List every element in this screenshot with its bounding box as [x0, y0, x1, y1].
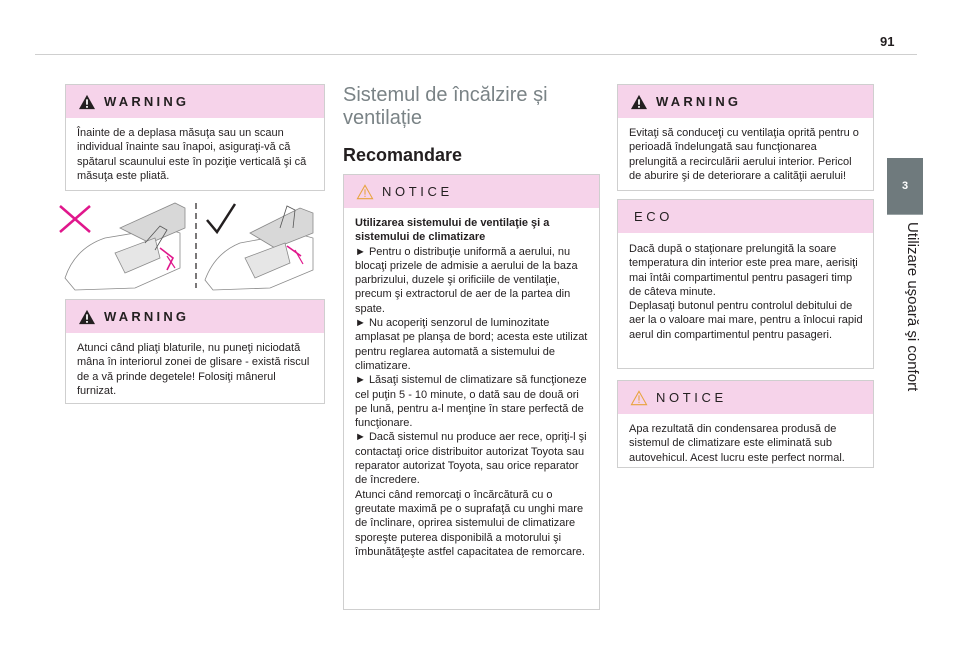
warning-label: WARNING [656, 94, 742, 109]
warning-box-ventilation [617, 84, 874, 191]
eco-header [618, 200, 873, 233]
warning-triangle-icon [78, 94, 96, 110]
warning-header [618, 85, 873, 118]
notice-intro: Utilizarea sistemului de ventilaţie şi a sistemului de climatizare [355, 217, 550, 244]
table-folding-illustration [55, 198, 320, 292]
correct-check-icon [207, 204, 235, 232]
eco-box [617, 199, 874, 369]
warning-box-table-move [65, 84, 325, 191]
notice-text [344, 208, 599, 567]
incorrect-cross-icon [60, 206, 90, 232]
notice-item: ► Dacă sistemul nu produce aer rece, opriţi-l şi contactaţi orice distribuitor autorizat Toyota sau reparator autorizat Toyota, sau orice reparator de încredere. [355, 431, 587, 487]
page-number: 91 [880, 34, 895, 49]
warning-text: Înainte de a deplasa măsuţa sau un scaun individual înainte sau înapoi, asiguraţi-vă că spătarul scaunului este în poziţie verticală şi că măsuţa este pliată. [77, 127, 307, 182]
warning-text: Evitaţi să conduceţi cu ventilaţia oprită pentru o perioadă îndelungată sau funcţionarea prelungită a recirculării aerului interior. Pericol de aburire şi de deteriorare a calităţii aerului! [629, 127, 859, 182]
warning-box-table-fold [65, 299, 325, 404]
warning-text: Atunci când pliaţi blaturile, nu puneţi niciodată mâna în interiorul zonei de glisare - există riscul de a vă prinde degetele! Folosiţi mânerul furnizat. [77, 342, 310, 397]
notice-header [344, 175, 599, 208]
notice-triangle-icon [630, 390, 648, 406]
chapter-tab[interactable]: 3 [887, 158, 923, 214]
chapter-title: Utilizare uşoară şi confort [904, 222, 921, 392]
section-title: Sistemul de încălzire și ventilație [343, 84, 548, 129]
warning-triangle-icon [78, 309, 96, 325]
notice-item: ► Pentru o distribuţie uniformă a aerului, nu blocaţi prizele de admisie a aerului de la baza parbrizului, duzele şi orificiile de ventilaţie, precum şi extractorul de aer de la partea din spate. [355, 245, 578, 315]
notice-label: NOTICE [656, 390, 727, 405]
notice-box-condensation [617, 380, 874, 468]
notice-triangle-icon [356, 184, 374, 200]
chapter-tab-divider [887, 214, 923, 215]
eco-label: ECO [634, 209, 673, 224]
warning-triangle-icon [630, 94, 648, 110]
header-rule [35, 54, 917, 55]
notice-item: ► Nu acoperiţi senzorul de luminozitate amplasat pe planşa de bord; acesta este utilizat pentru reglarea automată a sistemului de climatizare. [355, 317, 588, 372]
seat-table-drawing-wrong [65, 203, 185, 290]
warning-label: WARNING [104, 309, 190, 324]
notice-item: ► Lăsaţi sistemul de climatizare să funcţioneze cel puţin 5 - 10 minute, o dată sau de două ori pe lună, pentru a-l menţine în stare perfectă de funcţionare. [355, 374, 587, 430]
warning-header [66, 85, 324, 118]
warning-header [66, 300, 324, 333]
section-subtitle: Recomandare [343, 145, 463, 165]
seat-table-drawing-correct [205, 206, 313, 290]
notice-header [618, 381, 873, 414]
notice-item: Atunci când remorcaţi o încărcătură cu o greutate maximă pe o suprafaţă cu unghi mare de înclinare, oprirea sistemului de climatizare sporeşte puterea disponibilă a motorului şi îmbunătăţeşte astfel capacitatea de remorcare. [355, 488, 585, 558]
eco-text: Dacă după o staţionare prelungită la soare temperatura din interior este prea mare, aerisiţi mai întâi compartimentul pentru pasageri timp de câteva minute. Deplasaţi butonul pentru controlul debitului de aer la o valoare mai mare, pentru a înlocui rapid aerul din compartimentul pentru pasageri. [629, 243, 863, 341]
notice-box-ventilation [343, 174, 600, 610]
warning-label: WARNING [104, 94, 190, 109]
notice-text: Apa rezultată din condensarea produsă de sistemul de climatizare este eliminată sub autovehicul. Acest lucru este perfect normal. [629, 423, 845, 464]
notice-label: NOTICE [382, 184, 453, 199]
